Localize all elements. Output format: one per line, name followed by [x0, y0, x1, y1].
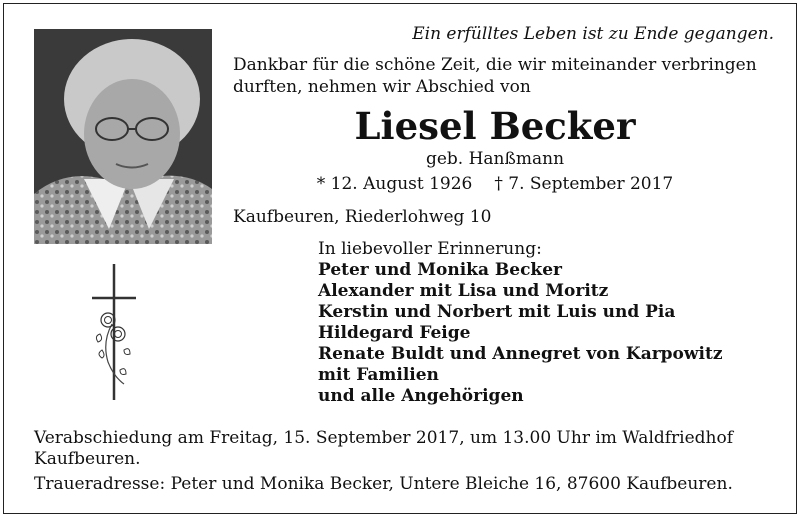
farewell-line-2: Kaufbeuren.: [34, 449, 141, 469]
mourner-name: Alexander mit Lisa und Moritz: [318, 281, 609, 301]
death-date: † 7. September 2017: [494, 174, 674, 194]
intro-quote: Ein erfülltes Leben ist zu Ende gegangen.: [412, 24, 774, 44]
farewell-line-1: Verabschiedung am Freitag, 15. September 2017, um 13.00 Uhr im Waldfriedhof: [34, 428, 734, 448]
birth-date: * 12. August 1926: [316, 174, 473, 194]
mourner-name: mit Familien: [318, 365, 439, 385]
intro-line-2: durften, nehmen wir Abschied von: [233, 77, 531, 97]
mourner-name: Renate Buldt und Annegret von Karpowitz: [318, 344, 723, 364]
mourner-name: Peter und Monika Becker: [318, 260, 562, 280]
birth-name: geb. Hanßmann: [425, 149, 565, 169]
mourners-list: [318, 239, 723, 407]
life-dates: [233, 173, 757, 195]
mourner-name: Kerstin und Norbert mit Luis und Pia: [318, 302, 676, 322]
residence: Kaufbeuren, Riederlohweg 10: [233, 207, 492, 227]
mourning-address: Traueradresse: Peter und Monika Becker, Untere Bleiche 16, 87600 Kaufbeuren.: [34, 474, 733, 494]
portrait-image: [34, 29, 212, 244]
deceased-name: Liesel Becker: [354, 104, 636, 148]
portrait-photo: [34, 29, 212, 244]
mourners-label: In liebevoller Erinnerung:: [318, 239, 542, 259]
intro-line-1: Dankbar für die schöne Zeit, die wir miteinander verbringen: [233, 55, 757, 75]
farewell-info: [34, 428, 733, 470]
intro-text: [233, 54, 757, 98]
cross-with-roses-icon: [84, 262, 144, 406]
cross-drawing: [84, 262, 144, 402]
obituary-notice: [3, 3, 797, 514]
mourner-name: Hildegard Feige: [318, 323, 471, 343]
mourner-name: und alle Angehörigen: [318, 386, 524, 406]
